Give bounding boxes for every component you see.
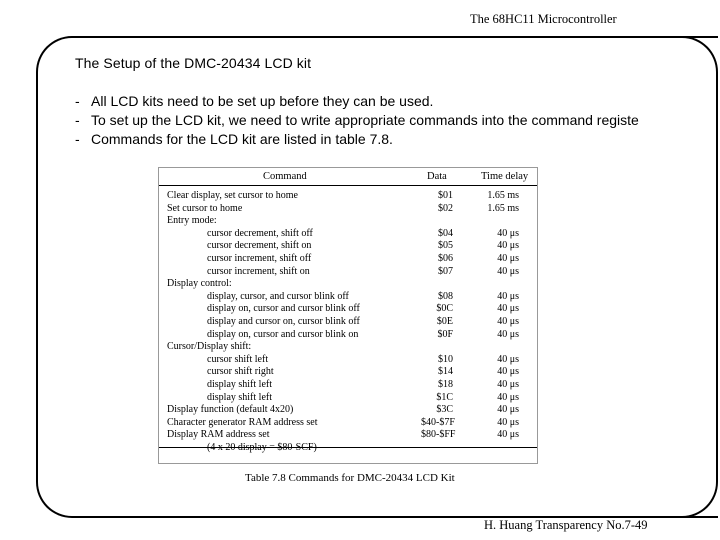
bullet-marker: - (75, 131, 80, 147)
cell-command: display on, cursor and cursor blink off (207, 303, 360, 315)
cell-data: $01 (438, 190, 453, 201)
cell-delay: 40 μs (497, 315, 519, 327)
cell-data: $06 (438, 252, 453, 264)
table-row (159, 228, 537, 241)
table-row (159, 442, 537, 455)
table-caption: Table 7.8 Commands for DMC-20434 LCD Kit (245, 472, 455, 484)
cell-data: $04 (438, 227, 453, 239)
cell-command: Display function (default 4x20) (167, 404, 294, 416)
bullet-text: To set up the LCD kit, we need to write appropriate commands into the command registe (91, 112, 639, 128)
cell-delay: 40 μs (497, 404, 519, 416)
cell-command: display, cursor, and cursor blink off (207, 290, 349, 302)
cell-data: $10 (438, 353, 453, 365)
cell-delay: 40 μs (497, 366, 519, 378)
cell-delay: 40 μs (497, 429, 519, 441)
table-row (159, 366, 537, 379)
cell-delay: 40 μs (497, 416, 519, 428)
cell-command: display on, cursor and cursor blink on (207, 328, 359, 340)
cell-data: $0C (436, 303, 453, 315)
table-row (159, 215, 537, 228)
bullet-item (75, 130, 720, 149)
cell-data: $14 (438, 366, 453, 378)
cell-delay: 1.65 ms (487, 202, 519, 214)
table-row (159, 203, 537, 216)
footer-text: H. Huang Transparency No.7-49 (484, 518, 648, 532)
cell-delay: 40 μs (497, 353, 519, 365)
cell-data: $07 (438, 265, 453, 277)
cell-delay: 40 μs (497, 328, 519, 340)
cell-data: $80-$FF (421, 429, 456, 441)
cell-command: cursor decrement, shift off (207, 227, 313, 239)
table-row (159, 329, 537, 342)
cell-command: cursor increment, shift on (207, 265, 310, 277)
cell-data: $0F (437, 328, 453, 340)
cell-data: $02 (438, 202, 453, 214)
cell-delay: 40 μs (497, 290, 519, 302)
bullet-list (75, 92, 720, 149)
cell-delay: 40 μs (497, 378, 519, 390)
table-row (159, 404, 537, 417)
cell-command: cursor increment, shift off (207, 252, 312, 264)
table-row (159, 303, 537, 316)
bullet-text: All LCD kits need to be set up before they can be used. (91, 93, 434, 109)
cell-data: $0E (436, 315, 453, 327)
bullet-marker: - (75, 93, 80, 109)
cell-delay: 40 μs (497, 391, 519, 403)
cell-data: $3C (436, 404, 453, 416)
table-row (159, 429, 537, 442)
cell-command: cursor shift right (207, 366, 274, 378)
cell-data: $1C (436, 391, 453, 403)
table-row (159, 253, 537, 266)
cell-command: Cursor/Display shift: (167, 341, 252, 353)
cell-delay: 40 μs (497, 227, 519, 239)
header-data: Data (427, 171, 447, 182)
cell-data: $05 (438, 240, 453, 252)
cell-delay: 1.65 ms (487, 190, 519, 201)
cell-command: Entry mode: (167, 215, 217, 227)
table-row (159, 278, 537, 291)
cell-command: Display control: (167, 278, 232, 290)
header-command: Command (263, 171, 307, 182)
cell-delay: 40 μs (497, 303, 519, 315)
table-header (159, 168, 537, 186)
bullet-marker: - (75, 112, 80, 128)
table-row (159, 341, 537, 354)
cell-command: cursor decrement, shift on (207, 240, 312, 252)
cell-command: display shift left (207, 391, 272, 403)
table-row (159, 316, 537, 329)
table-row (159, 417, 537, 430)
table-row (159, 240, 537, 253)
cell-command: display and cursor on, cursor blink off (207, 315, 360, 327)
cell-command: cursor shift left (207, 353, 269, 365)
cell-command: Clear display, set cursor to home (167, 190, 298, 201)
table-row (159, 392, 537, 405)
cell-data: $40-$7F (421, 416, 455, 428)
bullet-text: Commands for the LCD kit are listed in table 7.8. (91, 131, 393, 147)
cell-delay: 40 μs (497, 265, 519, 277)
header-delay: Time delay (481, 171, 529, 182)
table-row (159, 266, 537, 279)
cell-command: Display RAM address set (167, 429, 270, 441)
header-title: The 68HC11 Microcontroller (470, 12, 617, 26)
table-row (159, 354, 537, 367)
cell-command: (4 x 20 display = $80-SCF) (207, 441, 317, 453)
bullet-item (75, 92, 720, 111)
bullet-item (75, 111, 720, 130)
command-table (158, 167, 538, 484)
table-row (159, 379, 537, 392)
cell-command: Character generator RAM address set (167, 416, 318, 428)
cell-command: display shift left (207, 378, 272, 390)
table-row (159, 190, 537, 203)
cell-data: $18 (438, 378, 453, 390)
cell-command: Set cursor to home (167, 202, 243, 214)
cell-delay: 40 μs (497, 252, 519, 264)
table-row (159, 291, 537, 304)
cell-delay: 40 μs (497, 240, 519, 252)
cell-data: $08 (438, 290, 453, 302)
table-body (159, 190, 537, 454)
slide-title: The Setup of the DMC-20434 LCD kit (75, 55, 312, 71)
